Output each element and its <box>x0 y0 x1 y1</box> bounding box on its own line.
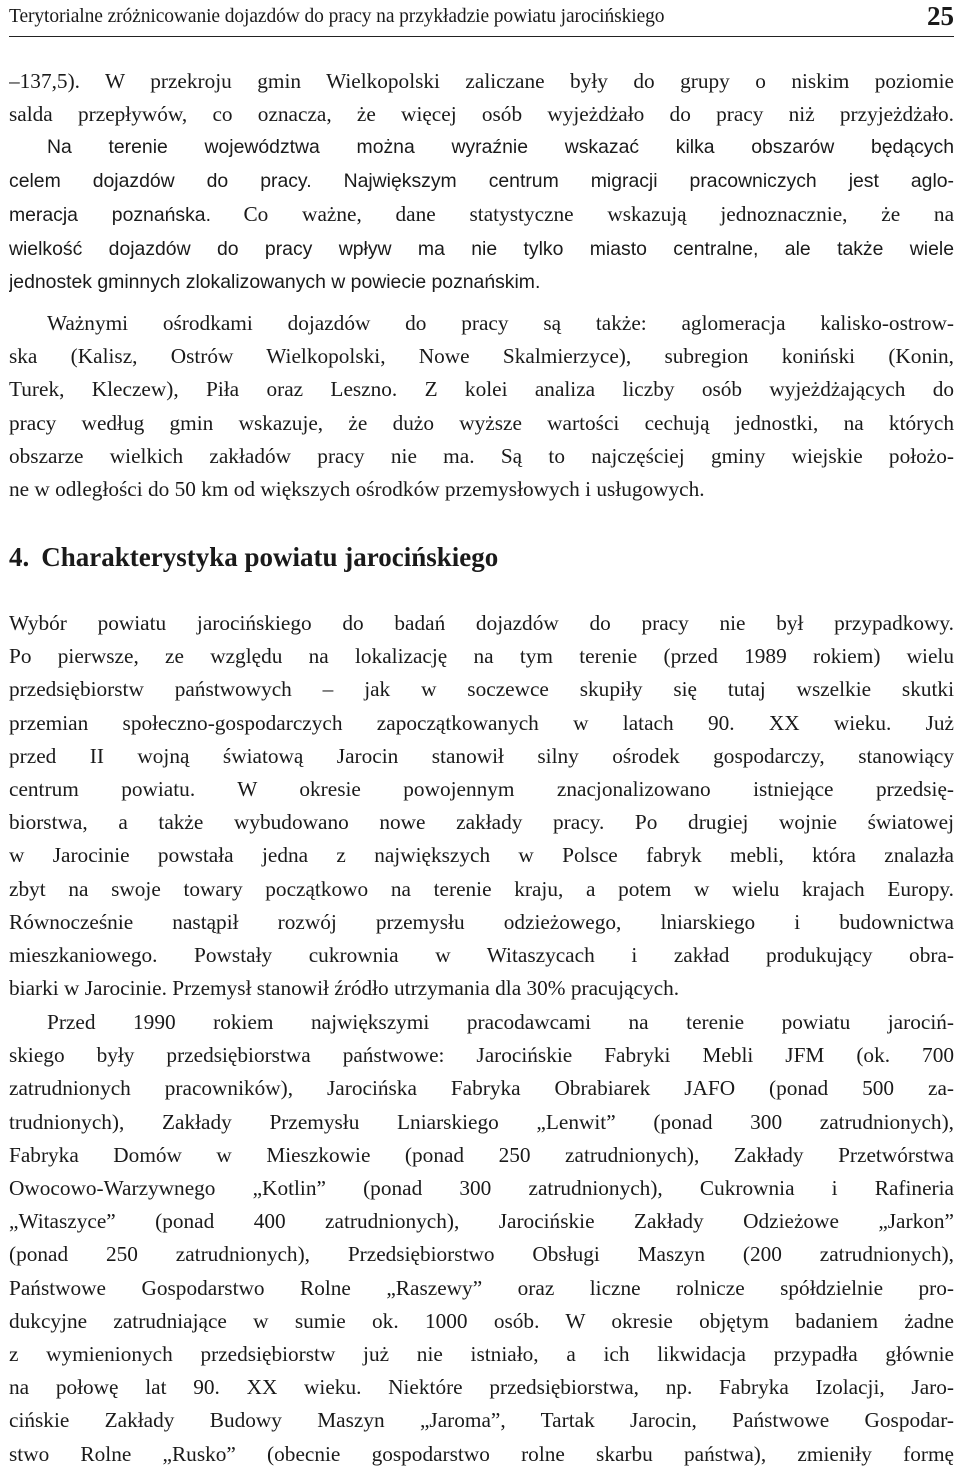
text-line: –137,5). W przekroju gmin Wielkopolski zaliczane były do grupy o niskim poziomie <box>9 69 954 93</box>
text-line: skiego były przedsiębiorstwa państwowe: Jarocińskie Fabryki Mebli JFM (ok. 700 <box>9 1043 954 1068</box>
text-line: obszarze wielkich zakładów pracy nie ma. Są to najczęściej gminy wiejskie położo- <box>9 443 954 468</box>
text-line: jednostek gminnych zlokalizowanych w powiecie poznańskim. <box>9 271 541 294</box>
running-header <box>9 0 954 37</box>
text-line: ska (Kalisz, Ostrów Wielkopolski, Nowe Skalmierzyce), subregion koniński (Konin, <box>9 344 954 369</box>
text-line: zbyt na swoje towary początkowo na terenie kraju, a potem w wielu krajach Europy. <box>9 876 954 901</box>
text-line: Równocześnie nastąpił rozwój przemysłu odzieżowego, lniarskiego i budownictwa <box>9 909 954 934</box>
text-line: na połowę lat 90. XX wieku. Niektóre przedsiębiorstwa, np. Fabryka Izolacji, Jaro- <box>9 1375 954 1400</box>
text-line: biorstwa, a także wybudowano nowe zakłady pracy. Po drugiej wojnie światowej <box>9 810 954 835</box>
paragraph-1 <box>9 65 954 299</box>
text-line: trudnionych), Zakłady Przemysłu Lniarskiego „Lenwit” (ponad 300 zatrudnionych), <box>9 1109 954 1134</box>
text-line: „Witaszyce” (ponad 400 zatrudnionych), Jarocińskie Zakłady Odzieżowe „Jarkon” <box>9 1209 954 1234</box>
page-number: 25 <box>927 1 954 31</box>
text-line: mieszkaniowego. Powstały cukrownia w Witaszycach i zakład produkujący obra- <box>9 943 954 968</box>
running-header-title: Terytorialne zróżnicowanie dojazdów do pracy na przykładzie powiatu jarocińskiego <box>9 6 665 27</box>
text-line: Turek, Kleczew), Piła oraz Leszno. Z kolei analiza liczby osób wyjeżdżających do <box>9 377 954 402</box>
text-line: stwo Rolne „Rusko” (obecnie gospodarstwo rolne skarbu państwa), zmieniły formę <box>9 1441 954 1466</box>
text-line: Owocowo-Warzywnego „Kotlin” (ponad 300 zatrudnionych), Cukrownia i Rafineria <box>9 1176 954 1201</box>
text-line: (ponad 250 zatrudnionych), Przedsiębiorstwo Obsługi Maszyn (200 zatrudnionych), <box>9 1242 954 1267</box>
section-heading <box>9 542 498 573</box>
text-line: cińskie Zakłady Budowy Maszyn „Jaroma”, Tartak Jarocin, Państwowe Gospodar- <box>9 1408 954 1433</box>
text-line: z wymienionych przedsiębiorstw już nie istniało, a ich likwidacja przypadła głównie <box>9 1342 954 1367</box>
text-line: pracy według gmin wskazuje, że dużo wyższe wartości cechują jednostki, na których <box>9 410 954 435</box>
text-line: dukcyjne zatrudniające w sumie ok. 1000 osób. W okresie objętym badaniem żadne <box>9 1308 954 1333</box>
paragraph-3 <box>9 607 954 1005</box>
text-line: przed II wojną światową Jarocin stanowił silny ośrodek gospodarczy, stanowiący <box>9 743 954 768</box>
text-line: zatrudnionych pracowników), Jarocińska Fabryka Obrabiarek JAFO (ponad 500 za- <box>9 1076 954 1101</box>
text-line: celem dojazdów do pracy. Największym centrum migracji pracowniczych jest aglo- <box>9 169 954 192</box>
text-fragment: meracja poznańska. <box>9 203 211 226</box>
paragraph-2 <box>9 307 954 506</box>
text-line: salda przepływów, co oznacza, że więcej osób wyjeżdżało do pracy niż przyjeżdżało. <box>9 102 954 127</box>
text-line: centrum powiatu. W okresie powojennym znacjonalizowano istniejące przedsię- <box>9 777 954 802</box>
text-line: Przed 1990 rokiem największymi pracodawcami na terenie powiatu jarociń- <box>47 1010 954 1034</box>
text-line: w Jarocinie powstała jedna z największych w Polsce fabryk mebli, która znalazła <box>9 843 954 868</box>
text-line: wielkość dojazdów do pracy wpływ ma nie tylko miasto centralne, ale także wiele <box>9 238 954 261</box>
text-line: Wybór powiatu jarocińskiego do badań dojazdów do pracy nie był przypadkowy. <box>9 611 954 635</box>
text-line: biarki w Jarocinie. Przemysł stanowił źródło utrzymania dla 30% pracujących. <box>9 976 680 1001</box>
text-line: przedsiębiorstw państwowych – jak w soczewce skupiły się tutaj wszelkie skutki <box>9 677 954 702</box>
text-line: Państwowe Gospodarstwo Rolne „Raszewy” oraz liczne rolnicze spółdzielnie pro- <box>9 1275 954 1300</box>
section-number: 4. <box>9 542 30 572</box>
text-line <box>9 198 954 233</box>
text-line: Fabryka Domów w Mieszkowie (ponad 250 zatrudnionych), Zakłady Przetwórstwa <box>9 1142 954 1167</box>
section-title: Charakterystyka powiatu jarocińskiego <box>41 542 499 572</box>
paragraph-4 <box>9 1006 954 1471</box>
text-line: Po pierwsze, ze względu na lokalizację na tym terenie (przed 1989 rokiem) wielu <box>9 644 954 669</box>
text-line: Na terenie województwa można wyraźnie wskazać kilka obszarów będących <box>47 136 954 159</box>
text-line: Ważnymi ośrodkami dojazdów do pracy są także: aglomeracja kalisko-ostrow- <box>47 311 954 335</box>
text-fragment: Co ważne, dane statystyczne wskazują jednoznacznie, że na <box>243 201 954 226</box>
text-line: przemian społeczno-gospodarczych zapoczątkowanych w latach 90. XX wieku. Już <box>9 710 954 735</box>
text-line: ne w odległości do 50 km od większych ośrodków przemysłowych i usługowych. <box>9 477 705 502</box>
